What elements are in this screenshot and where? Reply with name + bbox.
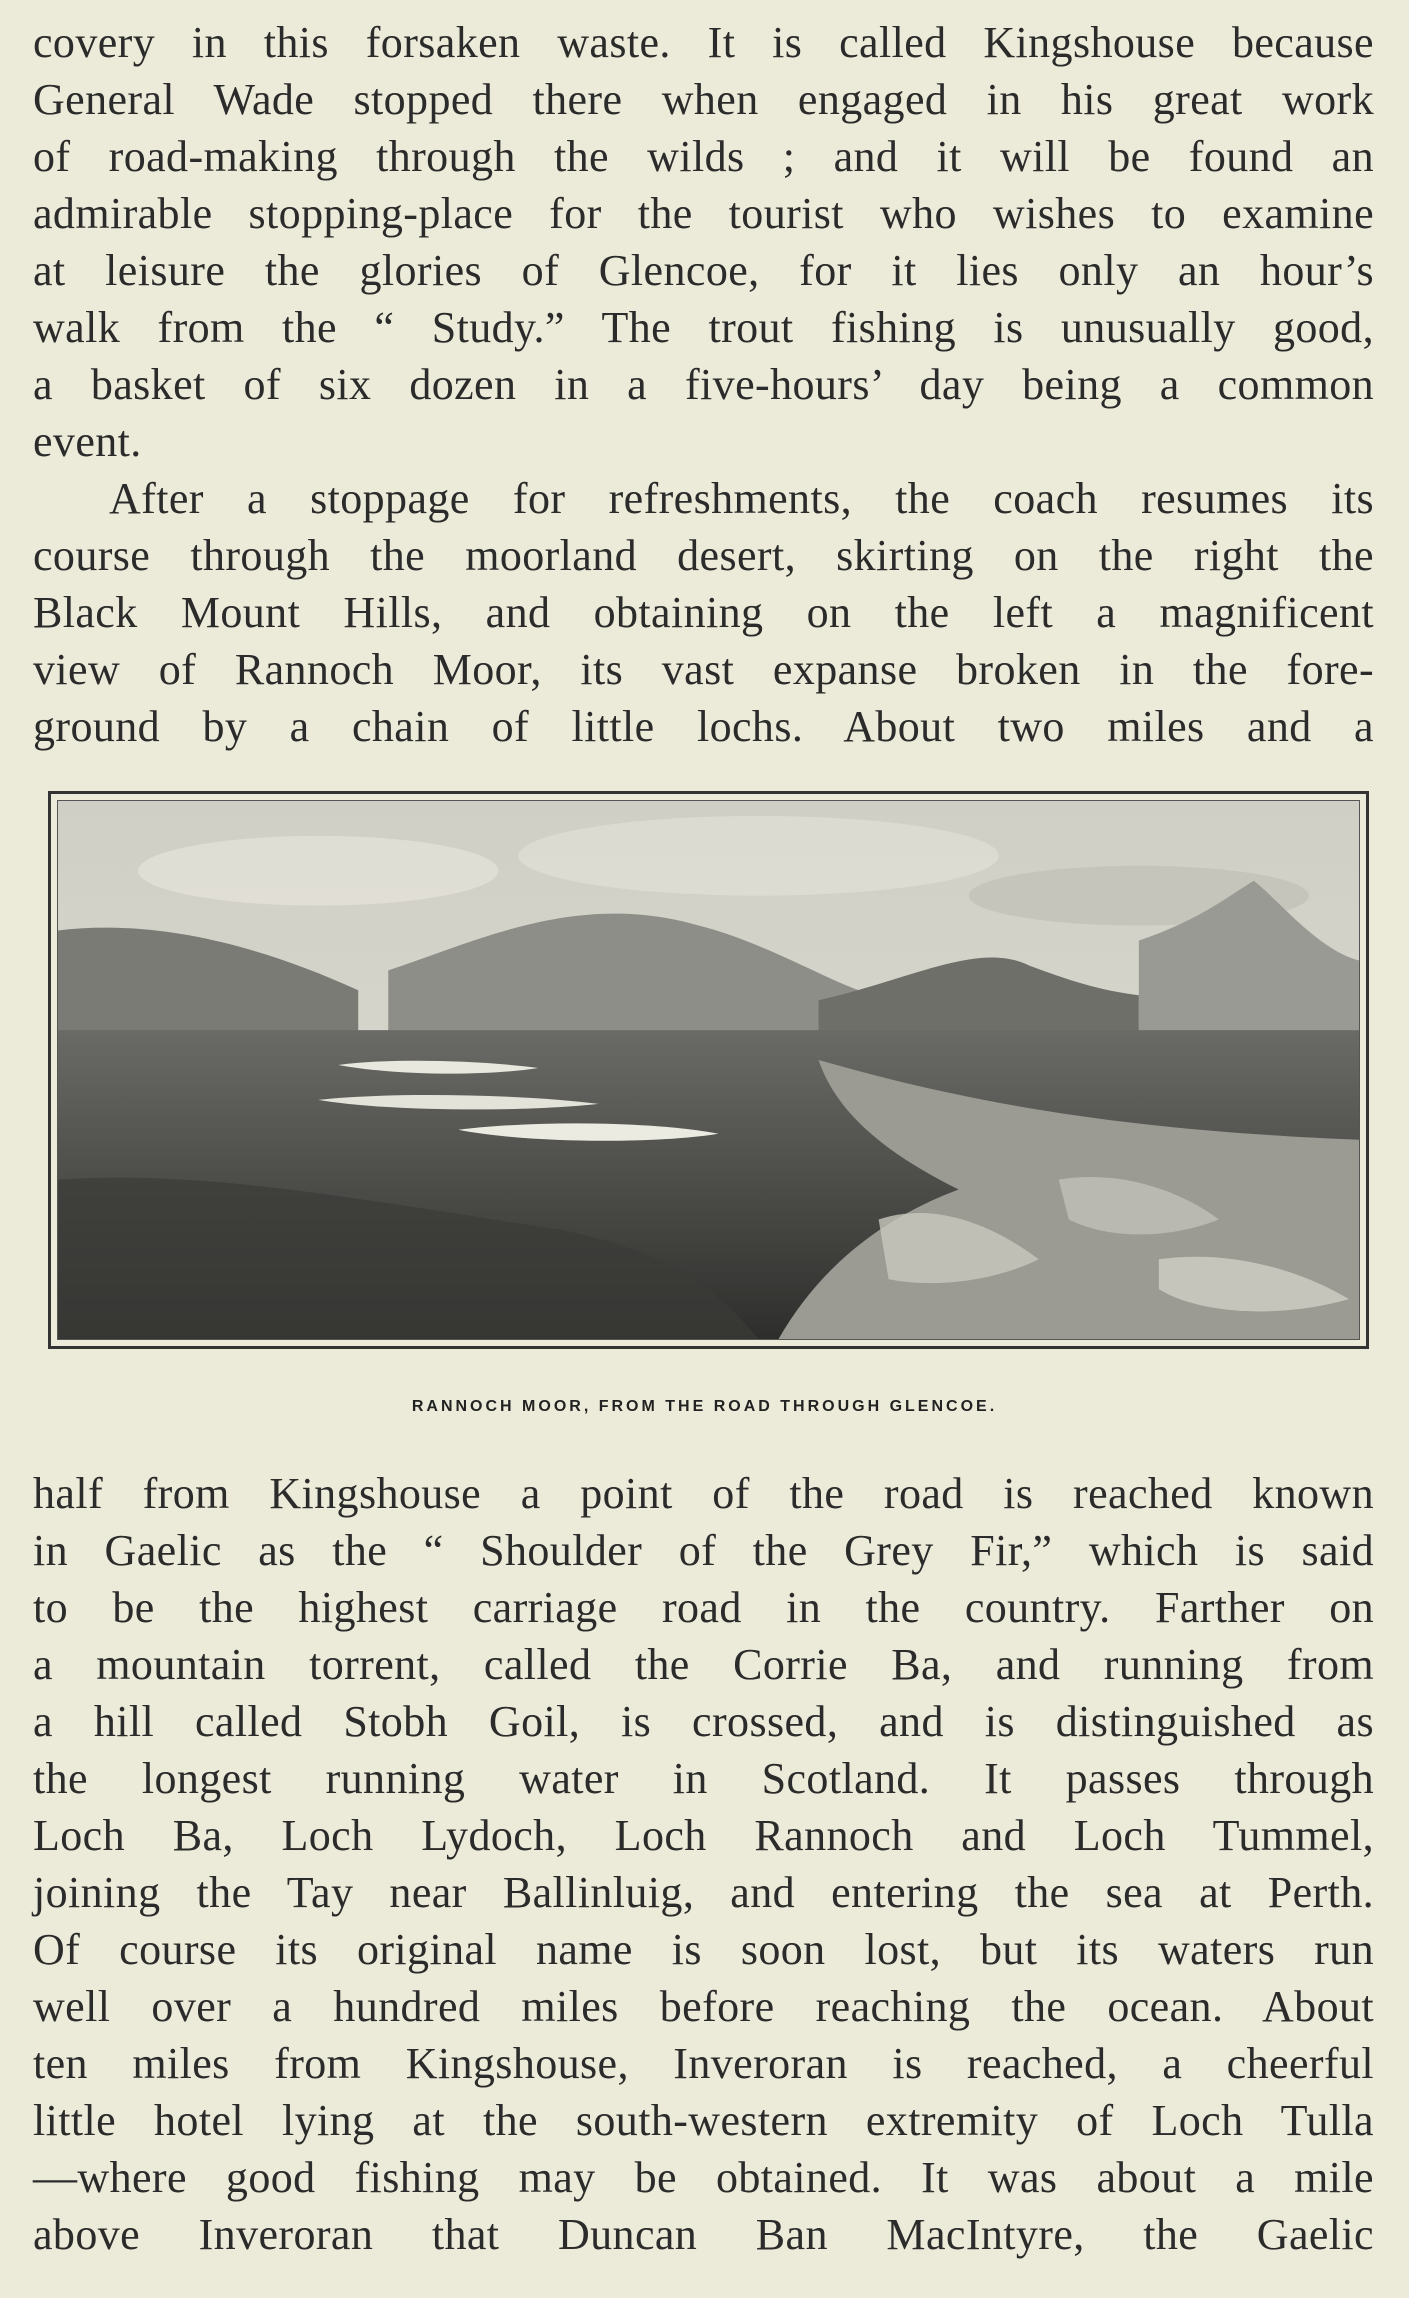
text-line: a mountain torrent, called the Corrie Ba, and running from (33, 1640, 1374, 1689)
text-line: covery in this forsaken waste. It is called Kingshouse because (33, 18, 1374, 67)
text-line: Black Mount Hills, and obtaining on the left a magnificent (33, 588, 1374, 637)
text-line: in Gaelic as the “ Shoulder of the Grey Fir,” which is said (33, 1526, 1374, 1575)
text-line: joining the Tay near Ballinluig, and entering the sea at Perth. (33, 1868, 1374, 1917)
text-line: —where good fishing may be obtained. It was about a mile (33, 2153, 1374, 2202)
text-line: After a stoppage for refreshments, the coach resumes its (109, 474, 1374, 523)
moor-landscape-image (58, 801, 1359, 1339)
text-line: Of course its original name is soon lost, but its waters run (33, 1925, 1374, 1974)
text-line: at leisure the glories of Glencoe, for it lies only an hour’s (33, 246, 1374, 295)
text-line: ground by a chain of little lochs. About two miles and a (33, 702, 1374, 751)
text-line: above Inveroran that Duncan Ban MacIntyre, the Gaelic (33, 2210, 1374, 2259)
text-line: well over a hundred miles before reaching the ocean. About (33, 1982, 1374, 2031)
text-line: to be the highest carriage road in the country. Farther on (33, 1583, 1374, 1632)
text-line: event. (33, 417, 142, 466)
text-line: a hill called Stobh Goil, is crossed, and is distinguished as (33, 1697, 1374, 1746)
text-line: half from Kingshouse a point of the road is reached known (33, 1469, 1374, 1518)
text-line: General Wade stopped there when engaged in his great work (33, 75, 1374, 124)
figure-frame (48, 791, 1369, 1349)
text-line: course through the moorland desert, skirting on the right the (33, 531, 1374, 580)
text-line: admirable stopping-place for the tourist who wishes to examine (33, 189, 1374, 238)
body-paragraph-top (33, 14, 1374, 755)
text-line: the longest running water in Scotland. It passes through (33, 1754, 1374, 1803)
text-line: a basket of six dozen in a five-hours’ day being a common (33, 360, 1374, 409)
text-line: of road-making through the wilds ; and it will be found an (33, 132, 1374, 181)
text-line: ten miles from Kingshouse, Inveroran is reached, a cheerful (33, 2039, 1374, 2088)
landscape-illustration (57, 800, 1360, 1340)
text-line: Loch Ba, Loch Lydoch, Loch Rannoch and Loch Tummel, (33, 1811, 1374, 1860)
body-paragraph-bottom (33, 1465, 1374, 2263)
figure-caption: RANNOCH MOOR, FROM THE ROAD THROUGH GLENCOE. (411, 1398, 998, 1415)
text-line: little hotel lying at the south-western extremity of Loch Tulla (33, 2096, 1374, 2145)
text-line: view of Rannoch Moor, its vast expanse broken in the fore- (33, 645, 1374, 694)
text-line: walk from the “ Study.” The trout fishing is unusually good, (33, 303, 1374, 352)
